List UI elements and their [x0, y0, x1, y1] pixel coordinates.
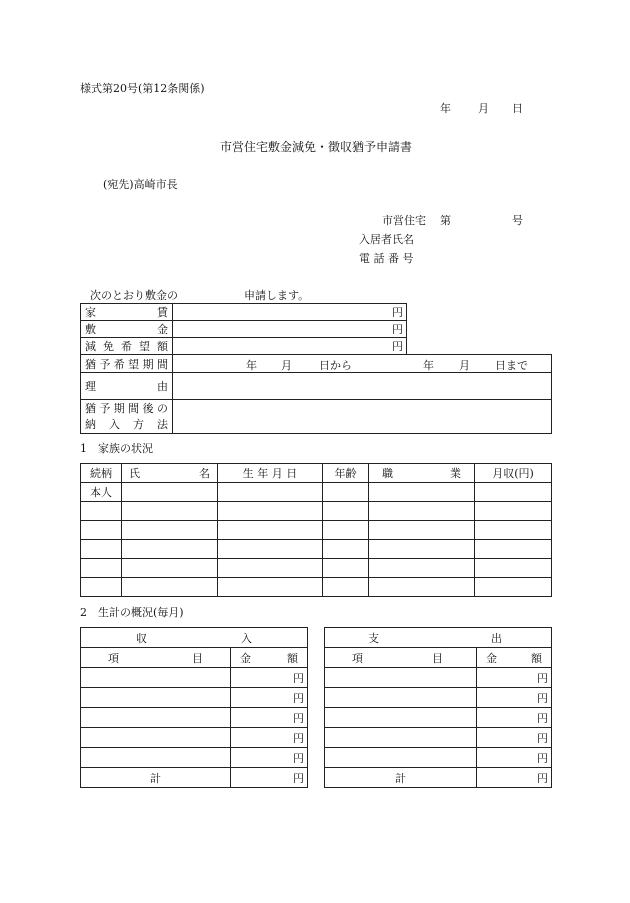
housing-go-label: 号 — [512, 214, 523, 227]
income-total-amount[interactable] — [231, 768, 308, 788]
table-row — [81, 502, 552, 521]
addressee: (宛先)高崎市長 — [103, 178, 178, 191]
income-amount-cell[interactable] — [231, 668, 308, 688]
yen-unit: 円 — [293, 671, 304, 685]
payment-method-label-1: 猶 予 期 間 後 の — [85, 401, 168, 415]
family-table — [80, 463, 552, 597]
income-cell[interactable] — [475, 483, 552, 502]
relation-cell[interactable] — [81, 578, 122, 597]
to-year: 年 — [423, 359, 434, 372]
amount-header: 金 額 — [477, 648, 552, 668]
resident-name-label: 入居者氏名 — [359, 233, 414, 246]
yen-unit: 円 — [392, 340, 403, 353]
expense-total-amount[interactable] — [477, 768, 552, 788]
income-header: 月収(円) — [475, 464, 552, 483]
from-day: 日から — [319, 359, 352, 372]
expense-amount-cell[interactable] — [477, 748, 552, 768]
housing-dai-label: 第 — [440, 214, 451, 227]
job-cell[interactable] — [369, 559, 475, 578]
income-cell[interactable] — [475, 540, 552, 559]
income-item-cell[interactable] — [81, 748, 231, 768]
table-header-row — [81, 648, 308, 668]
table-row — [81, 483, 552, 502]
date-year-label: 年 — [440, 102, 451, 115]
relation-cell[interactable] — [81, 559, 122, 578]
yen-unit: 円 — [293, 751, 304, 765]
income-item-cell[interactable] — [81, 688, 231, 708]
income-amount-cell[interactable] — [231, 728, 308, 748]
yen-unit: 円 — [293, 691, 304, 705]
income-cell[interactable] — [475, 521, 552, 540]
birth-cell[interactable] — [218, 483, 323, 502]
name-cell[interactable] — [122, 559, 218, 578]
grace-period-label: 猶 予 希 望 期 間 — [85, 357, 168, 371]
yen-unit: 円 — [293, 731, 304, 745]
date-day-label: 日 — [512, 102, 523, 115]
reduction-label: 減 免 希 望 額 — [85, 340, 168, 353]
table-row — [81, 373, 552, 400]
table-row — [81, 521, 552, 540]
birth-cell[interactable] — [218, 521, 323, 540]
relation-cell[interactable] — [81, 521, 122, 540]
expense-item-cell[interactable] — [325, 748, 477, 768]
table-row — [325, 688, 552, 708]
age-header: 年齢 — [323, 464, 369, 483]
table-row — [81, 748, 308, 768]
table-row — [81, 355, 552, 373]
expense-item-cell[interactable] — [325, 668, 477, 688]
yen-unit: 円 — [392, 323, 403, 336]
rent-input[interactable] — [173, 304, 407, 321]
table-row — [81, 728, 308, 748]
age-cell[interactable] — [323, 540, 369, 559]
job-header: 職 業 — [369, 464, 475, 483]
birth-cell[interactable] — [218, 578, 323, 597]
birth-cell[interactable] — [218, 540, 323, 559]
relation-cell[interactable] — [81, 502, 122, 521]
income-amount-cell[interactable] — [231, 748, 308, 768]
job-cell[interactable] — [369, 483, 475, 502]
grace-period-label-cell — [81, 355, 173, 373]
name-cell[interactable] — [122, 521, 218, 540]
form-number: 様式第20号(第12条関係) — [80, 82, 205, 95]
table-row — [81, 338, 407, 355]
deposit-input[interactable] — [173, 321, 407, 338]
expense-item-cell[interactable] — [325, 688, 477, 708]
income-cell[interactable] — [475, 578, 552, 597]
table-row — [81, 768, 308, 788]
income-cell[interactable] — [475, 502, 552, 521]
relation-cell[interactable] — [81, 540, 122, 559]
item-header: 項 目 — [325, 648, 477, 668]
expense-table — [324, 627, 552, 788]
name-cell[interactable] — [122, 578, 218, 597]
table-row — [81, 540, 552, 559]
yen-unit: 円 — [537, 691, 548, 705]
table-header-row — [81, 628, 308, 648]
name-cell[interactable] — [122, 502, 218, 521]
table-row — [81, 400, 552, 434]
deposit-label-cell — [81, 321, 173, 338]
phone-label: 電 話 番 号 — [359, 252, 414, 265]
relation-self: 本人 — [81, 483, 122, 502]
document-title: 市営住宅敷金減免・徴収猶予申請書 — [220, 140, 413, 154]
expense-amount-cell[interactable] — [477, 688, 552, 708]
table-row — [325, 728, 552, 748]
expense-total-label: 計 — [325, 768, 477, 788]
reduction-input[interactable] — [173, 338, 407, 355]
table-row — [325, 768, 552, 788]
income-item-cell[interactable] — [81, 668, 231, 688]
amount-table — [80, 303, 407, 355]
yen-unit: 円 — [537, 731, 548, 745]
age-cell[interactable] — [323, 521, 369, 540]
expense-amount-cell[interactable] — [477, 728, 552, 748]
housing-label: 市営住宅 — [382, 214, 426, 227]
table-row — [325, 668, 552, 688]
rent-label: 家 賃 — [85, 306, 168, 319]
table-row — [81, 321, 407, 338]
name-cell[interactable] — [122, 540, 218, 559]
job-cell[interactable] — [369, 540, 475, 559]
table-row — [325, 708, 552, 728]
table-row — [81, 708, 308, 728]
yen-unit: 円 — [537, 711, 548, 725]
expense-header: 支 出 — [325, 628, 552, 648]
to-day: 日まで — [495, 359, 528, 372]
job-cell[interactable] — [369, 502, 475, 521]
expense-item-cell[interactable] — [325, 708, 477, 728]
income-amount-cell[interactable] — [231, 708, 308, 728]
birth-cell[interactable] — [218, 502, 323, 521]
income-item-cell[interactable] — [81, 728, 231, 748]
from-month: 月 — [281, 359, 292, 372]
age-cell[interactable] — [323, 578, 369, 597]
income-cell[interactable] — [475, 559, 552, 578]
table-row — [81, 559, 552, 578]
age-cell[interactable] — [323, 502, 369, 521]
family-section-title: 1 家族の状況 — [80, 442, 153, 455]
to-month: 月 — [459, 359, 470, 372]
age-cell[interactable] — [323, 559, 369, 578]
payment-method-input[interactable] — [173, 400, 552, 434]
expense-item-cell[interactable] — [325, 728, 477, 748]
job-cell[interactable] — [369, 578, 475, 597]
table-header-row — [81, 464, 552, 483]
table-row — [81, 668, 308, 688]
expense-amount-cell[interactable] — [477, 668, 552, 688]
birth-cell[interactable] — [218, 559, 323, 578]
relation-header: 続柄 — [81, 464, 122, 483]
table-header-row — [325, 628, 552, 648]
rent-label-cell — [81, 304, 173, 321]
income-total-label: 計 — [81, 768, 231, 788]
deposit-label: 敷 金 — [85, 323, 168, 336]
from-year: 年 — [246, 359, 257, 372]
yen-unit: 円 — [392, 306, 403, 319]
birth-header: 生 年 月 日 — [218, 464, 323, 483]
payment-method-label-2: 納 入 方 法 — [85, 417, 168, 431]
amount-header: 金 額 — [231, 648, 308, 668]
grace-table — [80, 354, 552, 434]
income-header: 収 入 — [81, 628, 308, 648]
job-cell[interactable] — [369, 521, 475, 540]
income-amount-cell[interactable] — [231, 688, 308, 708]
table-row — [81, 304, 407, 321]
name-header: 氏 名 — [122, 464, 218, 483]
date-month-label: 月 — [478, 102, 489, 115]
payment-method-label-cell — [81, 400, 173, 434]
table-row — [81, 578, 552, 597]
expense-amount-cell[interactable] — [477, 708, 552, 728]
income-table — [80, 627, 308, 788]
table-header-row — [325, 648, 552, 668]
reduction-label-cell — [81, 338, 173, 355]
table-row — [325, 748, 552, 768]
item-header: 項 目 — [81, 648, 231, 668]
request-prefix: 次のとおり敷金の — [90, 289, 178, 302]
table-row — [81, 688, 308, 708]
yen-unit: 円 — [537, 671, 548, 685]
reason-input[interactable] — [173, 373, 552, 400]
yen-unit: 円 — [293, 771, 304, 785]
grace-period-input[interactable] — [173, 355, 552, 373]
yen-unit: 円 — [537, 771, 548, 785]
yen-unit: 円 — [293, 711, 304, 725]
request-suffix: 申請します。 — [244, 289, 310, 302]
income-item-cell[interactable] — [81, 708, 231, 728]
livelihood-section-title: 2 生計の概況(毎月) — [80, 606, 184, 619]
reason-label: 理 由 — [85, 380, 168, 393]
name-cell[interactable] — [122, 483, 218, 502]
yen-unit: 円 — [537, 751, 548, 765]
age-cell[interactable] — [323, 483, 369, 502]
reason-label-cell — [81, 373, 173, 400]
